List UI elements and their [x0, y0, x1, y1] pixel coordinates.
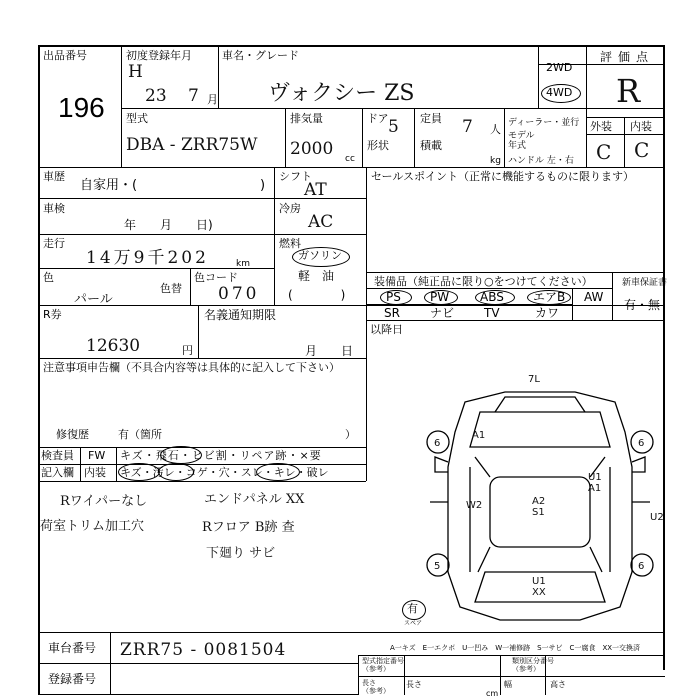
remark-3: エンドパネル XX: [204, 492, 305, 507]
tire-fl: 6: [434, 438, 441, 449]
divider: [121, 108, 663, 109]
equip-leather: カワ: [535, 306, 560, 320]
width-label: 幅: [504, 680, 512, 689]
divider: [218, 45, 219, 108]
equip-tv: TV: [484, 306, 500, 320]
load-label: 積載: [420, 139, 442, 152]
checks-row1: キズ・飛石・ヒビ割・リペア跡・×要: [120, 449, 322, 462]
divider: [538, 45, 539, 108]
remark-2: 荷室トリム加工穴: [40, 519, 145, 534]
repair-value: 有（箇所: [118, 428, 162, 441]
height-label: 高さ: [550, 680, 566, 689]
length-label: 長さ: [406, 680, 422, 689]
model-designation-label: 型式指定番号 （参考）: [362, 657, 404, 673]
frame-right: [663, 45, 665, 670]
divider: [38, 481, 366, 482]
divider: [366, 288, 612, 289]
score-label: 評価点: [600, 50, 655, 64]
repair-paren: ）: [345, 428, 356, 441]
divider: [116, 447, 117, 481]
remark-5: 下廻り サビ: [206, 546, 276, 561]
tax-notice-label: 名義通知期限: [204, 308, 277, 322]
equip-airbag: エアB: [533, 290, 566, 304]
tire-rl: 5: [434, 561, 441, 572]
divider: [586, 64, 663, 65]
divider: [38, 358, 366, 359]
inspection-value: 年 月 日): [124, 218, 213, 232]
model-label: 型式: [126, 112, 148, 125]
checks-row2: キズ・汚レ・コゲ・穴・スレ・キレ・破レ: [120, 466, 329, 479]
divider: [38, 663, 358, 664]
diagram-right-mark: U2: [650, 512, 664, 523]
misc-label: 以降日: [370, 323, 403, 336]
recycle-value: 12630: [86, 336, 141, 356]
divider: [586, 45, 587, 167]
spare-sub: スペア: [404, 620, 423, 627]
divider: [362, 108, 363, 167]
divider: [366, 320, 663, 321]
interior-score: C: [634, 138, 650, 162]
divider: [500, 655, 501, 695]
fuel-gasoline: ガソリン: [298, 249, 342, 262]
divider: [572, 288, 573, 320]
divider: [38, 198, 274, 199]
divider: [80, 447, 81, 481]
equip-pw: PW: [430, 290, 450, 304]
color-code: 070: [218, 284, 260, 304]
seats: 7: [462, 117, 473, 137]
divider: [38, 305, 665, 306]
interior-cell: 内装: [84, 466, 106, 479]
color-change-label: 色替: [160, 282, 182, 295]
diagram-top-mark: 7L: [528, 374, 540, 385]
divider: [38, 464, 366, 465]
score: R: [616, 72, 641, 110]
divider: [38, 447, 366, 448]
inspector-label: 検査員: [41, 449, 74, 462]
mark-rear: U1 XX: [532, 576, 546, 598]
inspection-label: 車検: [43, 202, 65, 215]
mark-w2: W2: [466, 500, 483, 511]
divider: [274, 167, 275, 305]
mark-u1-a1: U1 A1: [588, 472, 602, 494]
equipment-label: 装備品（純正品に限り○をつけてください）: [374, 275, 593, 288]
car-damage-diagram: [420, 372, 664, 632]
check-circle: [160, 446, 202, 464]
divider: [274, 234, 366, 235]
divider: [110, 632, 111, 694]
yen-unit: 円: [182, 344, 193, 357]
entry-label: 記入欄: [41, 466, 74, 479]
divider: [358, 655, 359, 695]
history-label: 車歴: [43, 170, 65, 183]
person-unit: 人: [490, 123, 501, 136]
kg-unit: kg: [490, 156, 501, 166]
km-unit: km: [236, 259, 250, 269]
drive-4wd: 4WD: [546, 86, 573, 99]
divider: [121, 45, 122, 167]
fw-label: FW: [88, 449, 106, 462]
equip-sr: SR: [384, 306, 400, 320]
new-warranty-label: 新車保証書: [622, 278, 668, 288]
remark-1: Rワイパーなし: [60, 494, 148, 509]
divider: [38, 632, 665, 633]
mileage-label: 走行: [43, 237, 65, 250]
category-label: 類別区分番号 （参考）: [512, 657, 554, 673]
color-code-label: 色コード: [194, 271, 238, 284]
lot-number: 196: [58, 92, 105, 123]
equip-abs: ABS: [480, 290, 504, 304]
color-value: パール: [74, 292, 113, 307]
repair-label: 修復歴: [56, 428, 89, 441]
divider: [404, 655, 405, 695]
length-ref-label: 長さ （参考）: [362, 679, 390, 695]
year: 23: [145, 86, 167, 106]
divider: [38, 167, 665, 168]
notes-label: 注意事項申告欄（不具合内容等は具体的に記入して下さい）: [43, 361, 340, 374]
chassis-label: 車台番号: [48, 641, 97, 655]
check-circle: [158, 463, 194, 481]
equip-ps: PS: [386, 290, 401, 304]
displacement: 2000: [290, 139, 334, 159]
first-reg-label: 初度登録年月: [126, 49, 192, 62]
spare-label: 有: [407, 602, 418, 615]
month-unit: 月: [207, 93, 218, 106]
model-year-label: モデル 年式: [508, 131, 535, 151]
mileage-value: 14万9千202: [86, 248, 209, 268]
drive-2wd: 2WD: [546, 61, 573, 74]
cc-unit: cc: [345, 154, 355, 164]
era: H: [128, 62, 143, 82]
reg-label: 登録番号: [48, 672, 97, 686]
fuel-label: 燃料: [279, 237, 301, 250]
month: 7: [188, 86, 199, 106]
handle-label: ハンドル 左・右: [508, 156, 574, 166]
chassis-value: ZRR75 - 0081504: [120, 640, 287, 660]
color-label: 色: [43, 271, 54, 284]
divider: [414, 108, 415, 167]
dealer-label: ディーラー・並行: [508, 118, 580, 128]
equip-aw: AW: [584, 290, 604, 304]
model: DBA - ZRR75W: [126, 135, 258, 155]
divider: [366, 272, 663, 273]
doors-label: ドア: [367, 112, 389, 125]
exterior-label: 外装: [590, 120, 612, 133]
divider: [38, 234, 274, 235]
tax-notice-value: 月 日: [305, 344, 354, 358]
check-circle: [118, 463, 160, 481]
history-paren: ): [260, 178, 266, 193]
cm-unit: cm: [486, 689, 499, 698]
fuel-paren: ( ): [288, 288, 346, 302]
displacement-label: 排気量: [290, 112, 323, 125]
warranty-value: 有・無: [624, 298, 661, 312]
check-circle: [256, 463, 300, 481]
mark-a2-s1: A2 S1: [532, 496, 546, 518]
divider: [366, 167, 367, 481]
divider: [624, 117, 625, 167]
equip-navi: ナビ: [430, 306, 455, 320]
shape-label: 形状: [367, 139, 389, 152]
interior-label: 内装: [630, 120, 652, 133]
seats-label: 定員: [420, 112, 442, 125]
divider: [190, 268, 191, 305]
ac-value: AC: [308, 212, 334, 232]
doors: 5: [388, 117, 399, 137]
lot-number-label: 出品番号: [43, 49, 87, 62]
fuel-diesel: 軽 油: [298, 269, 335, 283]
frame-left: [38, 45, 40, 695]
divider: [504, 108, 505, 167]
exterior-score: C: [596, 140, 612, 164]
tire-rr: 6: [638, 561, 645, 572]
ac-label: 冷房: [279, 202, 301, 215]
sales-point-label: セールスポイント（正常に機能するものに限ります）: [371, 170, 635, 183]
shift-label: シフト: [279, 170, 312, 183]
tire-fr: 6: [638, 438, 645, 449]
divider: [285, 108, 286, 167]
shift-value: AT: [304, 180, 327, 200]
frame-top: [38, 45, 665, 47]
divider: [612, 272, 613, 320]
recycle-label: R券: [43, 308, 62, 321]
history-value: 自家用・(: [80, 178, 138, 193]
name-grade-label: 車名・グレード: [222, 49, 299, 62]
mark-a1-left: A1: [472, 430, 486, 441]
divider: [38, 694, 358, 695]
remark-4: Rフロア B跡 查: [202, 520, 295, 535]
car-name: ヴォクシー ZS: [268, 81, 415, 106]
damage-legend: A一キズ E一エクボ U一凹み W一補修跡 S一サビ C一腐食 XX一交換済: [390, 644, 641, 652]
divider: [198, 305, 199, 358]
